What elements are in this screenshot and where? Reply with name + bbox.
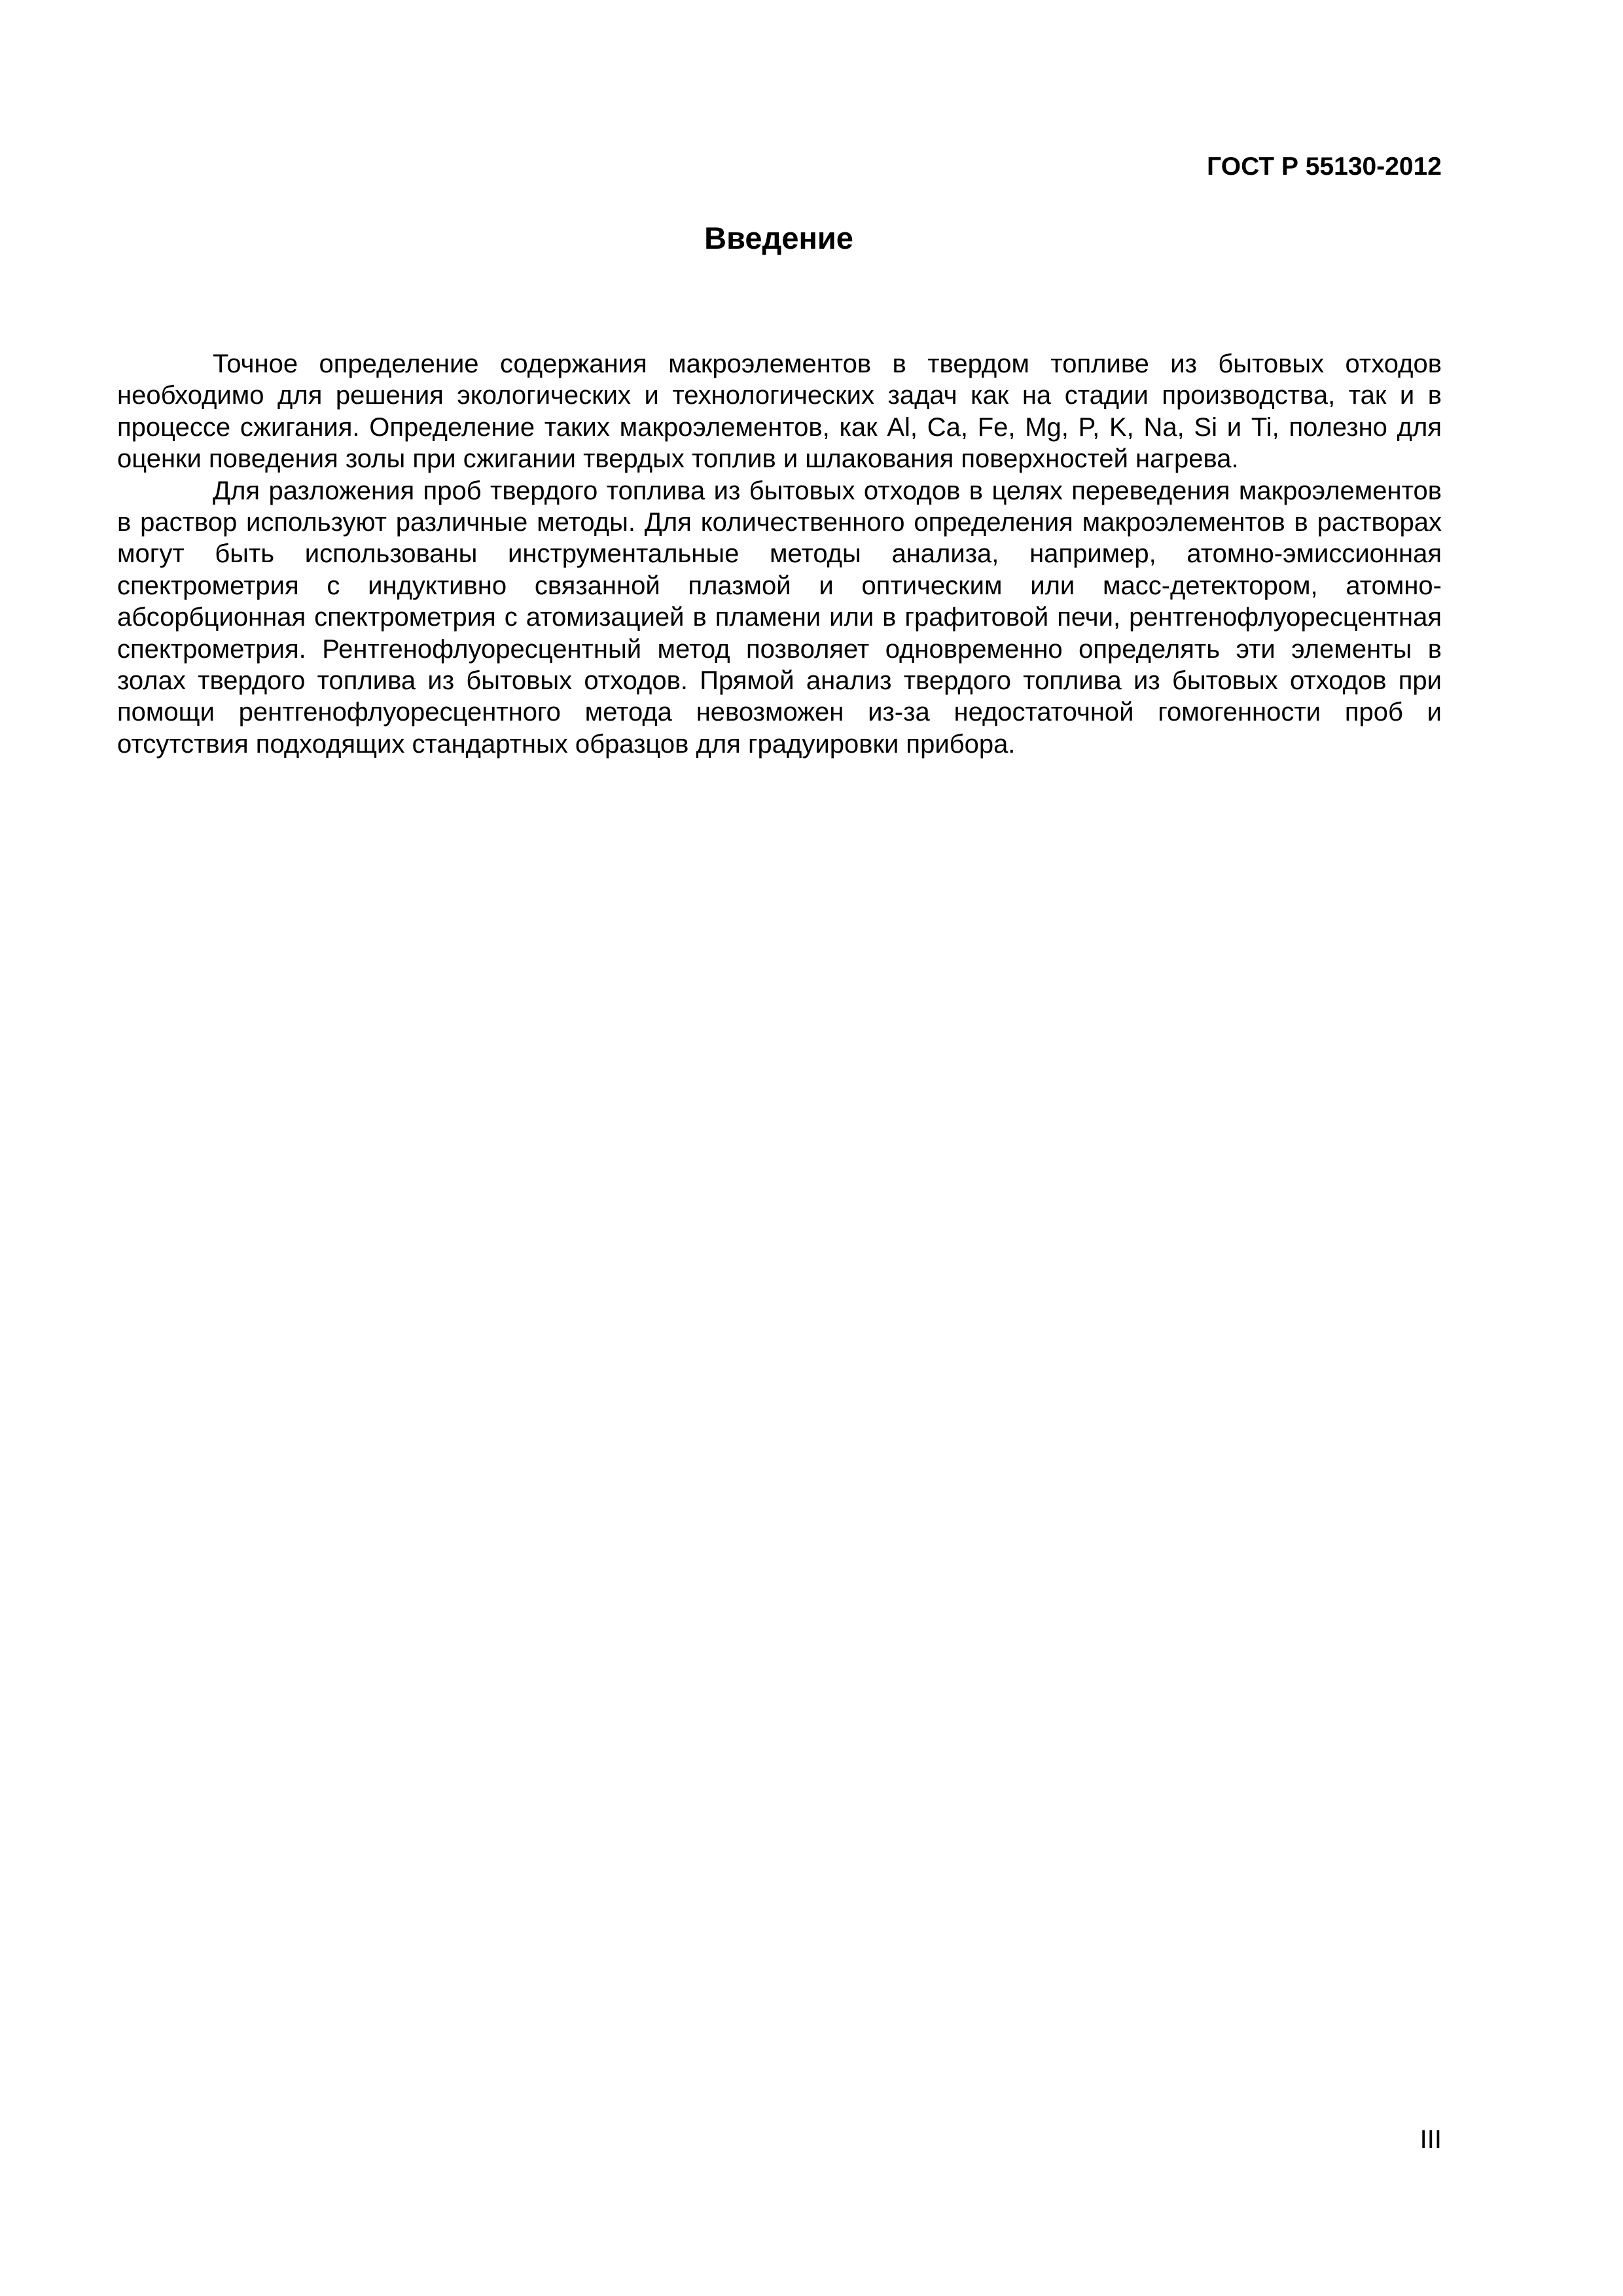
section-title: Введение [704, 221, 853, 255]
body-text [117, 348, 1442, 760]
paragraph-2: Для разложения проб твердого топлива из бытовых отходов в целях переведения макроэлементов в раствор используют различные методы. Для количественного определения макроэлементов в растворах могут быть использованы инструментальные методы анализа, например, атомно-эмиссионная спектрометрия с индуктивно связанной плазмой и оптическим или масс-детектором, атомно-абсорбционная спектрометрия с атомизацией в пламени или в графитовой печи, рентгенофлуоресцентная спектрометрия. Рентгенофлуоресцентный метод позволяет одновременно определять эти элементы в золах твердого топлива из бытовых отходов. Прямой анализ твердого топлива из бытовых отходов при помощи рентгенофлуоресцентного метода невозможен из-за недостаточной гомогенности проб и отсутствия подходящих стандартных образцов для градуировки прибора. [117, 476, 1442, 759]
page-number: III [1419, 2125, 1442, 2154]
document-designation: ГОСТ Р 55130-2012 [1207, 152, 1442, 181]
paragraph-1: Точное определение содержания макроэлементов в твердом топливе из бытовых отходов необходимо для решения экологических и технологических задач как на стадии производства, так и в процессе сжигания. Определение таких макроэлементов, как Al, Ca, Fe, Mg, P, K, Na, Si и Ti, полезно для оценки поведения золы при сжигании твердых топлив и шлакования поверхностей нагрева. [117, 350, 1442, 474]
